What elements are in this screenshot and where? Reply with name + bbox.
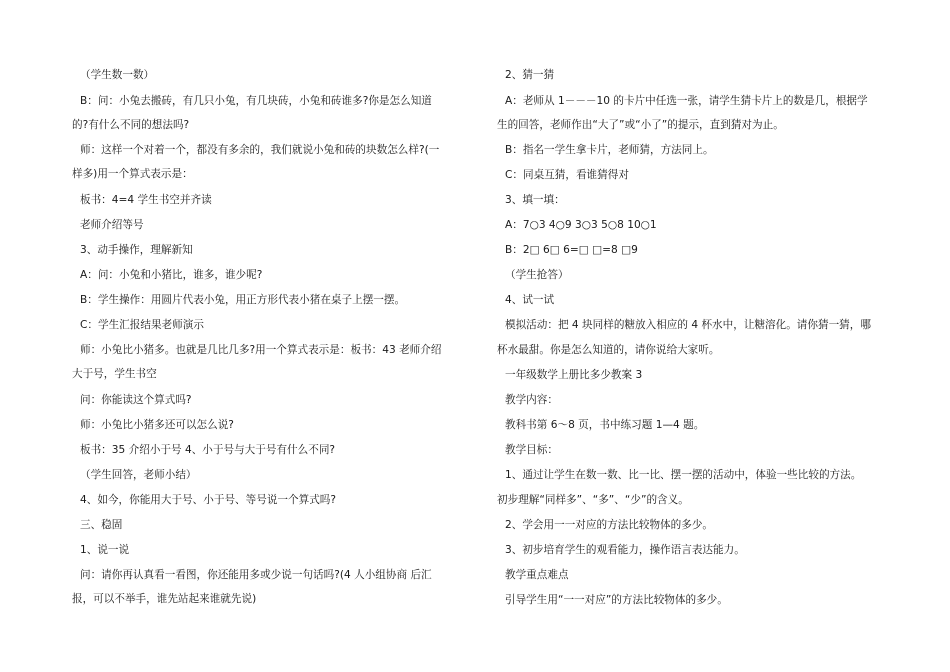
right-text-line: 2、猜一猜 bbox=[505, 69, 555, 81]
left-text-line: 大于号，学生书空 bbox=[72, 368, 157, 380]
right-text-line: （学生抢答） bbox=[505, 269, 569, 281]
right-text-line: 教学目标： bbox=[505, 444, 558, 456]
right-text-line: 3、初步培育学生的观看能力，操作语言表达能力。 bbox=[505, 544, 745, 556]
left-text-line: C：学生汇报结果老师演示 bbox=[80, 319, 204, 331]
left-text-line: 老师介绍等号 bbox=[80, 219, 144, 231]
right-text-line: 一年级数学上册比多少教案 3 bbox=[505, 369, 643, 381]
left-text-line: B：问：小兔去搬砖，有几只小兔，有几块砖，小兔和砖谁多?你是怎么知道 bbox=[80, 95, 432, 107]
left-text-line: 1、说一说 bbox=[80, 544, 130, 556]
right-text-line: 教科书第 6～8 页，书中练习题 1—4 题。 bbox=[505, 419, 705, 431]
right-text-line: 4、试一试 bbox=[505, 294, 555, 306]
left-text-line: 样多)用一个算式表示是： bbox=[72, 168, 193, 180]
right-text-line: B：指名一学生拿卡片，老师猜，方法同上。 bbox=[505, 144, 714, 156]
left-text-line: 问：请你再认真看一看图，你还能用多或少说一句话吗?(4 人小组协商 后汇 bbox=[80, 569, 432, 581]
right-text-line: 1、通过让学生在数一数、比一比、摆一摆的活动中，体验一些比较的方法。 bbox=[505, 469, 862, 481]
right-text-line: 2、学会用一一对应的方法比较物体的多少。 bbox=[505, 519, 714, 531]
right-text-line: 教学内容： bbox=[505, 394, 558, 406]
right-text-line: 生的回答，老师作出“大了”或“小了”的提示，直到猜对为止。 bbox=[497, 119, 784, 131]
left-text-line: 3、动手操作，理解新知 bbox=[80, 244, 193, 256]
left-text-line: 报，可以不举手，谁先站起来谁就先说) bbox=[72, 593, 257, 605]
left-text-line: 师：这样一个对着一个，都没有多余的，我们就说小兔和砖的块数怎么样?(一 bbox=[80, 144, 440, 156]
right-text-line: C：同桌互猜，看谁猜得对 bbox=[505, 169, 629, 181]
right-text-line: B：2□ 6□ 6=□ □=8 □9 bbox=[505, 244, 638, 256]
left-text-line: 板书：35 介绍小于号 4、小于号与大于号有什么不同? bbox=[80, 444, 336, 456]
right-text-line: 3、填一填： bbox=[505, 194, 565, 206]
left-text-line: 师：小兔比小猪多。也就是几比几多?用一个算式表示是：板书：43 老师介绍 bbox=[80, 344, 442, 356]
right-text-line: 模拟活动：把 4 块同样的糖放入相应的 4 杯水中，让糖溶化。请你猜一猜，哪 bbox=[505, 319, 871, 331]
left-text-line: 4、如今，你能用大于号、小于号、等号说一个算式吗? bbox=[80, 494, 337, 506]
right-text-line: A：老师从 1－－－10 的卡片中任选一张，请学生猜卡片上的数是几，根据学 bbox=[505, 95, 868, 107]
right-text-line: A：7○3 4○9 3○3 5○8 10○1 bbox=[505, 219, 657, 231]
right-text-line: 杯水最甜。你是怎么知道的，请你说给大家听。 bbox=[497, 344, 720, 356]
left-text-line: 三、稳固 bbox=[80, 519, 123, 531]
right-text-line: 初步理解“同样多”、“多”、“少”的含义。 bbox=[497, 494, 689, 506]
left-text-line: 问：你能读这个算式吗? bbox=[80, 394, 192, 406]
left-text-line: 的?有什么不同的想法吗? bbox=[72, 119, 190, 131]
left-text-line: A：问：小兔和小猪比，谁多，谁少呢? bbox=[80, 269, 263, 281]
left-text-line: 师：小兔比小猪多还可以怎么说? bbox=[80, 419, 234, 431]
right-text-line: 教学重点难点 bbox=[505, 569, 569, 581]
left-text-line: 板书：4=4 学生书空并齐读 bbox=[80, 194, 212, 206]
right-text-line: 引导学生用“一一对应”的方法比较物体的多少。 bbox=[505, 594, 728, 606]
left-text-line: （学生数一数） bbox=[80, 69, 155, 81]
left-text-line: B：学生操作：用圆片代表小兔，用正方形代表小猪在桌子上摆一摆。 bbox=[80, 294, 406, 306]
left-text-line: （学生回答，老师小结） bbox=[80, 469, 197, 481]
